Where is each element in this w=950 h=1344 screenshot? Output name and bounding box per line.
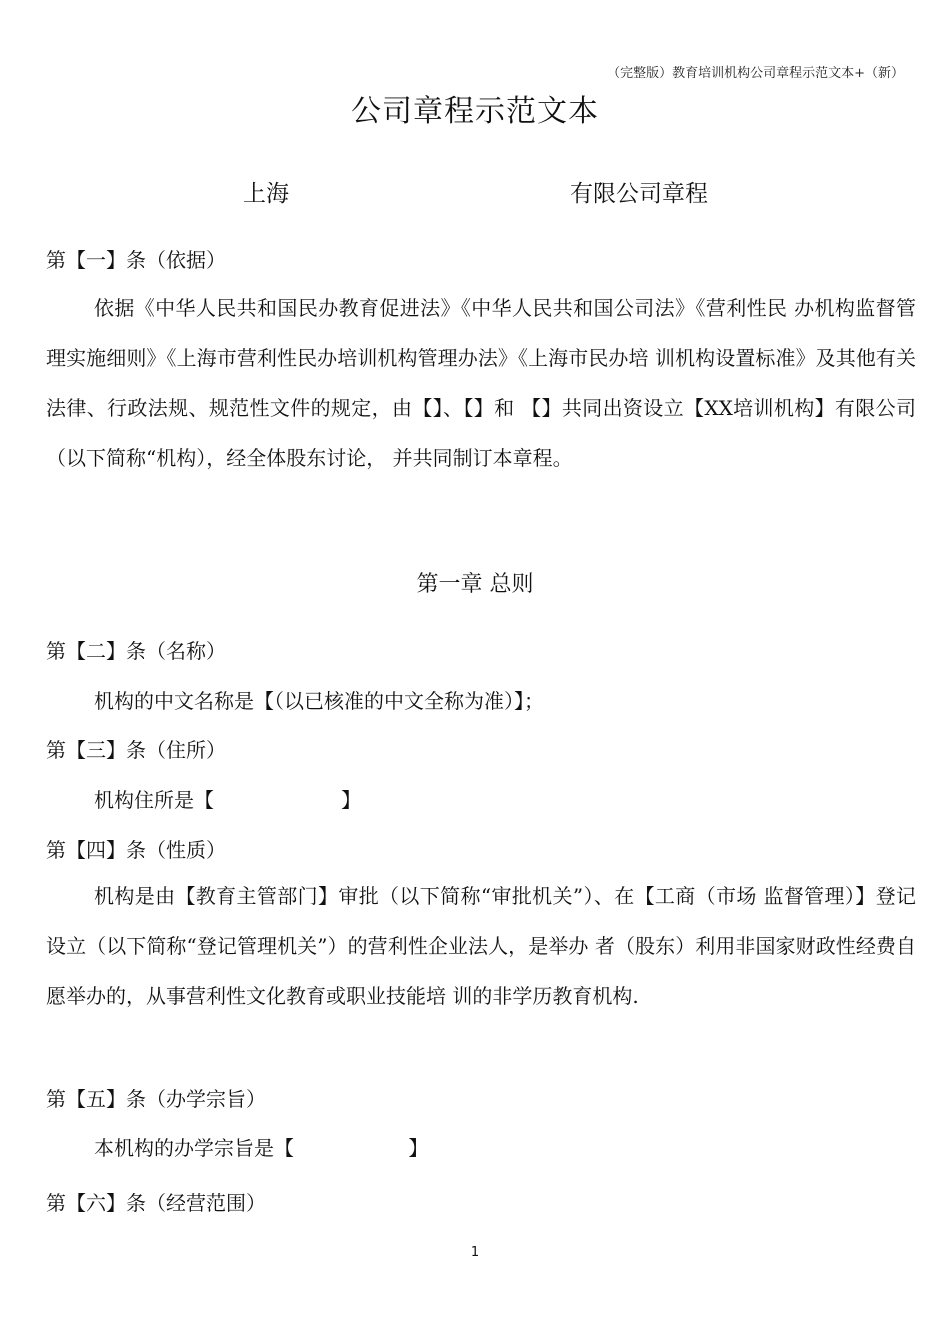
article-2-heading: 第【二】条（名称） [46, 639, 226, 663]
article-5-heading: 第【五】条（办学宗旨） [46, 1087, 266, 1111]
article-5-body: 本机构的办学宗旨是【 】 [94, 1136, 429, 1160]
article-2-body: 机构的中文名称是【（以已核准的中文全称为准）】； [94, 689, 544, 713]
article-1-body: 依据《中华人民共和国民办教育促进法》《中华人民共和国公司法》《营利性民 办机构监督管理实施细则》《上海市营利性民办培训机构管理办法》《上海市民办培 训机构设置标准》及其他有关法律、行政法规、规范性文件的规定，由【】、【】和 【】共同出资设立【XX培训机构】有限公司（以下简称“机构），经全体股东讨论， 并共同制订本章程。 [46, 296, 916, 470]
subtitle-company: 有限公司章程 [570, 181, 708, 207]
article-3-body: 机构住所是【 】 [94, 788, 362, 812]
document-title: 公司章程示范文本 [351, 94, 599, 129]
chapter-heading: 第一章 总则 [416, 572, 534, 597]
subtitle-city: 上海 [243, 181, 289, 207]
article-6-heading: 第【六】条（经营范围） [46, 1191, 266, 1215]
article-3-heading: 第【三】条（住所） [46, 738, 226, 762]
article-4-body: 机构是由【教育主管部门】审批（以下简称“审批机关”）、在【工商（市场 监督管理）】登记设立（以下简称“登记管理机关”）的营利性企业法人，是举办 者（股东）利用非国家财政性经费自愿举办的，从事营利性文化教育或职业技能培 训的非学历教育机构. [46, 884, 916, 1008]
article-4-heading: 第【四】条（性质） [46, 838, 226, 862]
page-number: 1 [470, 1245, 480, 1260]
article-1-heading: 第【一】条（依据） [46, 248, 226, 272]
running-header: （完整版）教育培训机构公司章程示范文本+（新） [607, 66, 904, 81]
